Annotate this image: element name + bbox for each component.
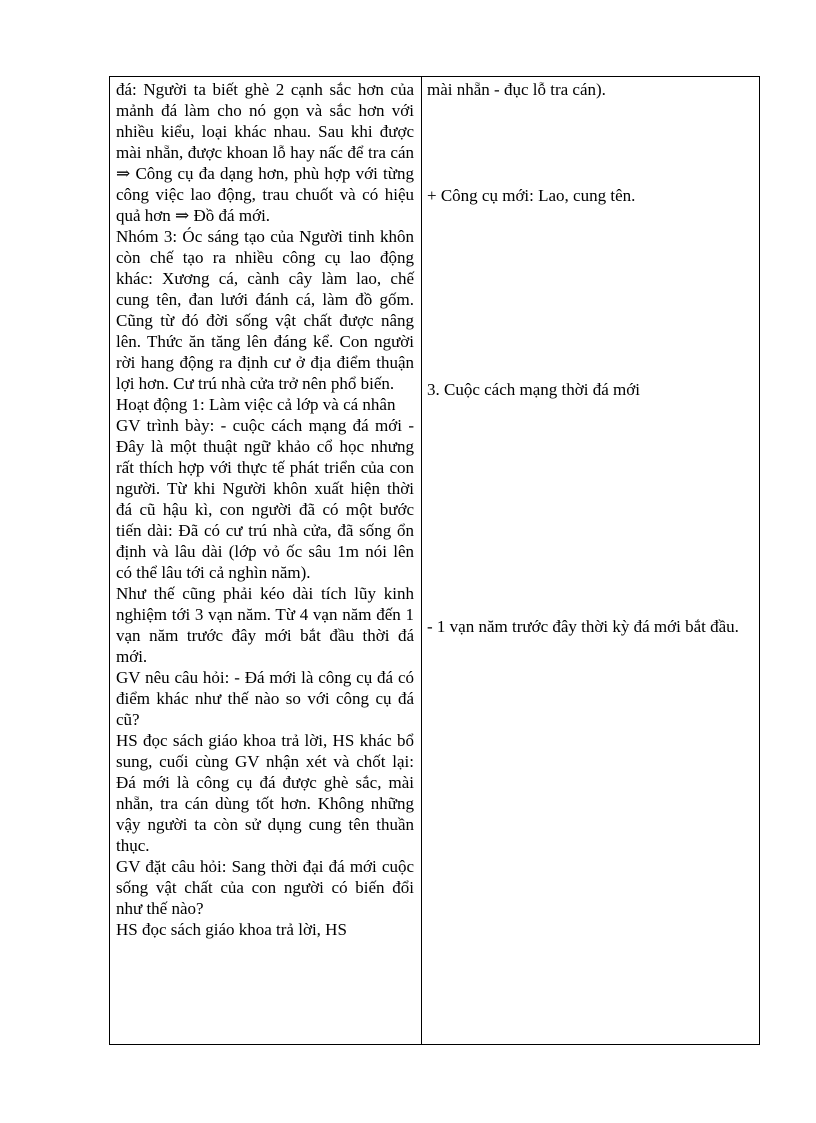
content-line-new-tools: + Công cụ mới: Lao, cung tên. (427, 186, 636, 205)
paragraph-experience: Như thế cũng phải kéo dài tích lũy kinh nghiệm tới 3 vạn năm. Từ 4 vạn năm đến 1 vạn năm trước đây mới bắt đầu thời đá mới. (116, 584, 414, 666)
content-heading-revolution: 3. Cuộc cách mạng thời đá mới (427, 380, 640, 399)
paragraph-stone-tools: đá: Người ta biết ghè 2 cạnh sắc hơn của mảnh đá làm cho nó gọn và sắc hơn với nhiều kiểu, loại khác nhau. Sau khi được mài nhẵn, được khoan lỗ hay nấc để tra cán ⇒ Công cụ đa dạng hơn, phù hợp với từng công việc lao động, trau chuốt và có hiệu quả hơn ⇒ Đồ đá mới. (116, 80, 414, 225)
paragraph-student-answer-1: HS đọc sách giáo khoa trả lời, HS khác bổ sung, cuối cùng GV nhận xét và chốt lại: Đá mới là công cụ đá được ghè sắc, mài nhẵn, tra cán dùng tốt hơn. Không những vậy người ta còn sử dụng cung tên thuần thục. (116, 731, 414, 855)
paragraph-activity-1: Hoạt động 1: Làm việc cả lớp và cá nhân (116, 395, 396, 414)
paragraph-teacher-question-2: GV đặt câu hỏi: Sang thời đại đá mới cuộc sống vật chất của con người có biến đổi như thế nào? (116, 857, 414, 918)
paragraph-teacher-question-1: GV nêu câu hỏi: - Đá mới là công cụ đá có điểm khác như thế nào so với công cụ đá cũ? (116, 668, 414, 729)
paragraph-student-answer-2: HS đọc sách giáo khoa trả lời, HS (116, 920, 347, 939)
content-line-tools: mài nhẵn - đục lỗ tra cán). (427, 80, 606, 99)
column-divider (421, 77, 422, 1044)
lesson-table (109, 76, 760, 1045)
content-column (427, 77, 755, 1044)
content-line-start-date: - 1 vạn năm trước đây thời kỳ đá mới bắt đầu. (427, 617, 739, 636)
paragraph-teacher-presents: GV trình bày: - cuộc cách mạng đá mới - Đây là một thuật ngữ khảo cổ học nhưng rất thích hợp với thực tế phát triển của con người. Từ khi Người khôn xuất hiện thời đá cũ hậu kì, con người đã có một bước tiến dài: Đã có cư trú nhà cửa, đã sống ổn định và lâu dài (lớp vỏ ốc sâu 1m nói lên có thể lâu tới cả nghìn năm). (116, 416, 414, 582)
activities-column (116, 79, 414, 940)
paragraph-group-3: Nhóm 3: Óc sáng tạo của Người tinh khôn còn chế tạo ra nhiều công cụ lao động khác: Xương cá, cành cây làm lao, chế cung tên, đan lưới đánh cá, làm đồ gốm. Cũng từ đó đời sống vật chất được nâng lên. Thức ăn tăng lên đáng kể. Con người rời hang động ra định cư ở địa điểm thuận lợi hơn. Cư trú nhà cửa trở nên phổ biến. (116, 227, 414, 393)
